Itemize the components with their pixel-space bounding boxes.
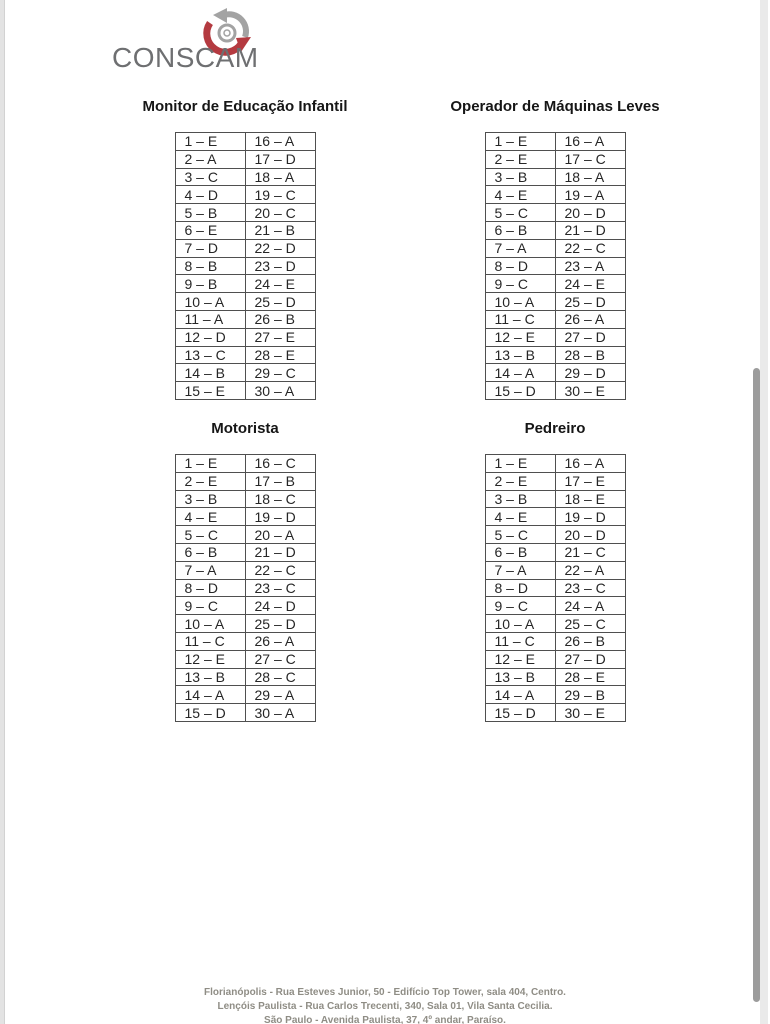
- answer-cell: 25 – D: [245, 293, 315, 311]
- answer-cell: 3 – B: [175, 490, 245, 508]
- scrollbar-thumb[interactable]: [753, 368, 760, 1002]
- answer-cell: 18 – C: [245, 490, 315, 508]
- page-left-edge: [0, 0, 5, 1024]
- answer-row: [175, 293, 315, 311]
- answer-cell: 22 – C: [555, 239, 625, 257]
- answer-cell: 12 – E: [175, 650, 245, 668]
- answer-cell: 22 – C: [245, 561, 315, 579]
- answer-cell: 26 – B: [245, 310, 315, 328]
- answer-cell: 6 – B: [175, 543, 245, 561]
- answer-row: [175, 150, 315, 168]
- answer-cell: 21 – D: [245, 543, 315, 561]
- answer-row: [175, 686, 315, 704]
- answer-section-1: [90, 90, 400, 400]
- answer-row: [175, 257, 315, 275]
- answer-cell: 23 – C: [555, 579, 625, 597]
- answer-row: [175, 561, 315, 579]
- answer-cell: 20 – A: [245, 526, 315, 544]
- answer-row: [485, 597, 625, 615]
- answer-row: [485, 704, 625, 722]
- answer-section-4: [400, 412, 710, 722]
- answer-row: [485, 615, 625, 633]
- answer-cell: 25 – C: [555, 615, 625, 633]
- answer-cell: 23 – D: [245, 257, 315, 275]
- answer-cell: 29 – B: [555, 686, 625, 704]
- answer-row: [175, 168, 315, 186]
- answer-cell: 9 – B: [175, 275, 245, 293]
- answer-cell: 4 – D: [175, 186, 245, 204]
- answer-cell: 28 – B: [555, 346, 625, 364]
- answer-cell: 11 – C: [175, 632, 245, 650]
- answer-cell: 14 – A: [175, 686, 245, 704]
- answer-cell: 20 – D: [555, 204, 625, 222]
- answer-cell: 27 – C: [245, 650, 315, 668]
- answer-row: [485, 490, 625, 508]
- answer-row: [485, 239, 625, 257]
- answer-row: [175, 186, 315, 204]
- answer-row: [485, 364, 625, 382]
- answer-row: [175, 472, 315, 490]
- answer-cell: 19 – D: [555, 508, 625, 526]
- answer-row: [175, 221, 315, 239]
- answer-cell: 16 – A: [555, 454, 625, 472]
- answer-cell: 17 – B: [245, 472, 315, 490]
- answer-cell: 26 – A: [555, 310, 625, 328]
- answer-cell: 2 – E: [175, 472, 245, 490]
- footer-address-line: São Paulo - Avenida Paulista, 37, 4º andar, Paraíso.: [264, 1015, 506, 1024]
- answer-row: [175, 650, 315, 668]
- answer-cell: 20 – C: [245, 204, 315, 222]
- answer-row: [485, 328, 625, 346]
- answer-cell: 14 – B: [175, 364, 245, 382]
- answer-cell: 28 – C: [245, 668, 315, 686]
- answer-cell: 4 – E: [485, 508, 555, 526]
- footer-address-line: Lençóis Paulista - Rua Carlos Trecenti, 340, Sala 01, Vila Santa Cecilia.: [217, 1001, 553, 1012]
- answer-row: [175, 239, 315, 257]
- answer-cell: 3 – C: [175, 168, 245, 186]
- answer-cell: 5 – C: [485, 526, 555, 544]
- answer-row: [485, 168, 625, 186]
- answer-row: [485, 150, 625, 168]
- answer-cell: 30 – E: [555, 704, 625, 722]
- answer-cell: 3 – B: [485, 490, 555, 508]
- answer-cell: 10 – A: [175, 615, 245, 633]
- answer-row: [175, 364, 315, 382]
- answer-cell: 16 – A: [245, 133, 315, 151]
- answer-row: [175, 346, 315, 364]
- answer-cell: 13 – B: [175, 668, 245, 686]
- position-title: Pedreiro: [524, 419, 586, 437]
- answer-cell: 5 – C: [175, 526, 245, 544]
- answer-cell: 26 – A: [245, 632, 315, 650]
- answer-row: [485, 543, 625, 561]
- answer-cell: 29 – C: [245, 364, 315, 382]
- answer-row: [175, 133, 315, 151]
- answer-row: [485, 310, 625, 328]
- answer-row: [175, 328, 315, 346]
- answer-cell: 14 – A: [485, 364, 555, 382]
- answer-row: [485, 632, 625, 650]
- footer-addresses: [0, 986, 770, 1024]
- answer-cell: 30 – A: [245, 382, 315, 400]
- answer-cell: 15 – D: [175, 704, 245, 722]
- answer-row: [485, 221, 625, 239]
- answer-row: [485, 686, 625, 704]
- answer-row: [485, 472, 625, 490]
- answer-cell: 16 – C: [245, 454, 315, 472]
- answer-cell: 20 – D: [555, 526, 625, 544]
- answer-cell: 9 – C: [175, 597, 245, 615]
- answer-cell: 6 – B: [485, 221, 555, 239]
- answer-cell: 10 – A: [485, 293, 555, 311]
- answer-cell: 27 – E: [245, 328, 315, 346]
- answer-cell: 18 – E: [555, 490, 625, 508]
- answer-cell: 12 – D: [175, 328, 245, 346]
- answer-cell: 2 – E: [485, 472, 555, 490]
- answer-cell: 24 – E: [245, 275, 315, 293]
- answer-cell: 27 – D: [555, 650, 625, 668]
- answer-cell: 19 – A: [555, 186, 625, 204]
- answer-row: [485, 526, 625, 544]
- answer-row: [485, 561, 625, 579]
- answer-cell: 21 – D: [555, 221, 625, 239]
- answer-row: [485, 382, 625, 400]
- answer-cell: 9 – C: [485, 275, 555, 293]
- answer-row: [485, 293, 625, 311]
- answer-cell: 25 – D: [245, 615, 315, 633]
- answer-row: [175, 579, 315, 597]
- answer-cell: 30 – A: [245, 704, 315, 722]
- answer-cell: 15 – D: [485, 382, 555, 400]
- answer-cell: 5 – B: [175, 204, 245, 222]
- answer-cell: 11 – A: [175, 310, 245, 328]
- answer-cell: 24 – D: [245, 597, 315, 615]
- answer-row: [485, 186, 625, 204]
- answer-cell: 17 – C: [555, 150, 625, 168]
- answer-cell: 11 – C: [485, 632, 555, 650]
- answer-row: [175, 508, 315, 526]
- answer-cell: 14 – A: [485, 686, 555, 704]
- answer-row: [175, 632, 315, 650]
- answer-cell: 5 – C: [485, 204, 555, 222]
- answer-cell: 1 – E: [175, 454, 245, 472]
- answer-cell: 13 – B: [485, 346, 555, 364]
- answer-cell: 2 – E: [485, 150, 555, 168]
- answer-cell: 8 – D: [485, 257, 555, 275]
- answer-cell: 29 – A: [245, 686, 315, 704]
- answer-cell: 8 – D: [485, 579, 555, 597]
- conscam-logo: [112, 6, 282, 78]
- answer-cell: 25 – D: [555, 293, 625, 311]
- answer-row: [485, 579, 625, 597]
- answer-cell: 23 – A: [555, 257, 625, 275]
- answer-cell: 6 – B: [485, 543, 555, 561]
- answer-cell: 13 – C: [175, 346, 245, 364]
- answer-cell: 12 – E: [485, 328, 555, 346]
- answer-cell: 19 – C: [245, 186, 315, 204]
- answer-cell: 29 – D: [555, 364, 625, 382]
- answer-cell: 18 – A: [555, 168, 625, 186]
- answer-cell: 7 – D: [175, 239, 245, 257]
- answer-cell: 30 – E: [555, 382, 625, 400]
- answer-row: [485, 668, 625, 686]
- answer-row: [175, 597, 315, 615]
- answer-cell: 2 – A: [175, 150, 245, 168]
- answer-section-3: [90, 412, 400, 722]
- answer-cell: 9 – C: [485, 597, 555, 615]
- answer-row: [175, 204, 315, 222]
- answer-cell: 1 – E: [175, 133, 245, 151]
- answer-row: [175, 490, 315, 508]
- answer-table: [175, 132, 316, 400]
- answer-cell: 7 – A: [485, 561, 555, 579]
- answer-row: [485, 275, 625, 293]
- answer-row: [485, 454, 625, 472]
- answer-cell: 17 – D: [245, 150, 315, 168]
- answer-table: [175, 454, 316, 722]
- answer-row: [175, 615, 315, 633]
- answer-cell: 24 – E: [555, 275, 625, 293]
- answer-cell: 15 – D: [485, 704, 555, 722]
- answer-row: [175, 382, 315, 400]
- answer-row: [485, 204, 625, 222]
- answer-cell: 17 – E: [555, 472, 625, 490]
- answer-cell: 22 – D: [245, 239, 315, 257]
- answer-row: [175, 275, 315, 293]
- answer-row: [175, 543, 315, 561]
- answer-cell: 8 – D: [175, 579, 245, 597]
- answer-cell: 27 – D: [555, 328, 625, 346]
- answer-section-2: [400, 90, 710, 400]
- answer-cell: 1 – E: [485, 454, 555, 472]
- answer-cell: 18 – A: [245, 168, 315, 186]
- answer-cell: 13 – B: [485, 668, 555, 686]
- answer-row: [175, 526, 315, 544]
- answer-row: [485, 650, 625, 668]
- answer-cell: 21 – C: [555, 543, 625, 561]
- answer-cell: 15 – E: [175, 382, 245, 400]
- answer-cell: 7 – A: [175, 561, 245, 579]
- answer-row: [175, 454, 315, 472]
- answer-cell: 11 – C: [485, 310, 555, 328]
- position-title: Motorista: [211, 419, 279, 437]
- answer-cell: 28 – E: [245, 346, 315, 364]
- scrollbar-track[interactable]: [760, 0, 768, 1024]
- answer-cell: 16 – A: [555, 133, 625, 151]
- answer-cell: 28 – E: [555, 668, 625, 686]
- answer-row: [485, 346, 625, 364]
- answer-cell: 6 – E: [175, 221, 245, 239]
- answer-cell: 12 – E: [485, 650, 555, 668]
- answer-row: [175, 310, 315, 328]
- position-title: Monitor de Educação Infantil: [142, 98, 348, 115]
- footer-address-line: Florianópolis - Rua Esteves Junior, 50 - Edifício Top Tower, sala 404, Centro.: [204, 987, 566, 998]
- answer-table: [485, 454, 626, 722]
- answer-cell: 24 – A: [555, 597, 625, 615]
- answer-key-grid: [90, 90, 710, 722]
- answer-cell: 19 – D: [245, 508, 315, 526]
- answer-row: [485, 133, 625, 151]
- answer-row: [485, 508, 625, 526]
- answer-cell: 8 – B: [175, 257, 245, 275]
- answer-cell: 3 – B: [485, 168, 555, 186]
- answer-row: [175, 704, 315, 722]
- conscam-logo-text: CONSCAM: [112, 42, 259, 73]
- answer-cell: 23 – C: [245, 579, 315, 597]
- answer-cell: 22 – A: [555, 561, 625, 579]
- answer-cell: 10 – A: [485, 615, 555, 633]
- answer-cell: 10 – A: [175, 293, 245, 311]
- position-title: Operador de Máquinas Leves: [450, 98, 660, 115]
- answer-cell: 4 – E: [485, 186, 555, 204]
- answer-cell: 21 – B: [245, 221, 315, 239]
- answer-table: [485, 132, 626, 400]
- answer-cell: 1 – E: [485, 133, 555, 151]
- answer-row: [485, 257, 625, 275]
- answer-cell: 7 – A: [485, 239, 555, 257]
- answer-row: [175, 668, 315, 686]
- answer-cell: 4 – E: [175, 508, 245, 526]
- answer-cell: 26 – B: [555, 632, 625, 650]
